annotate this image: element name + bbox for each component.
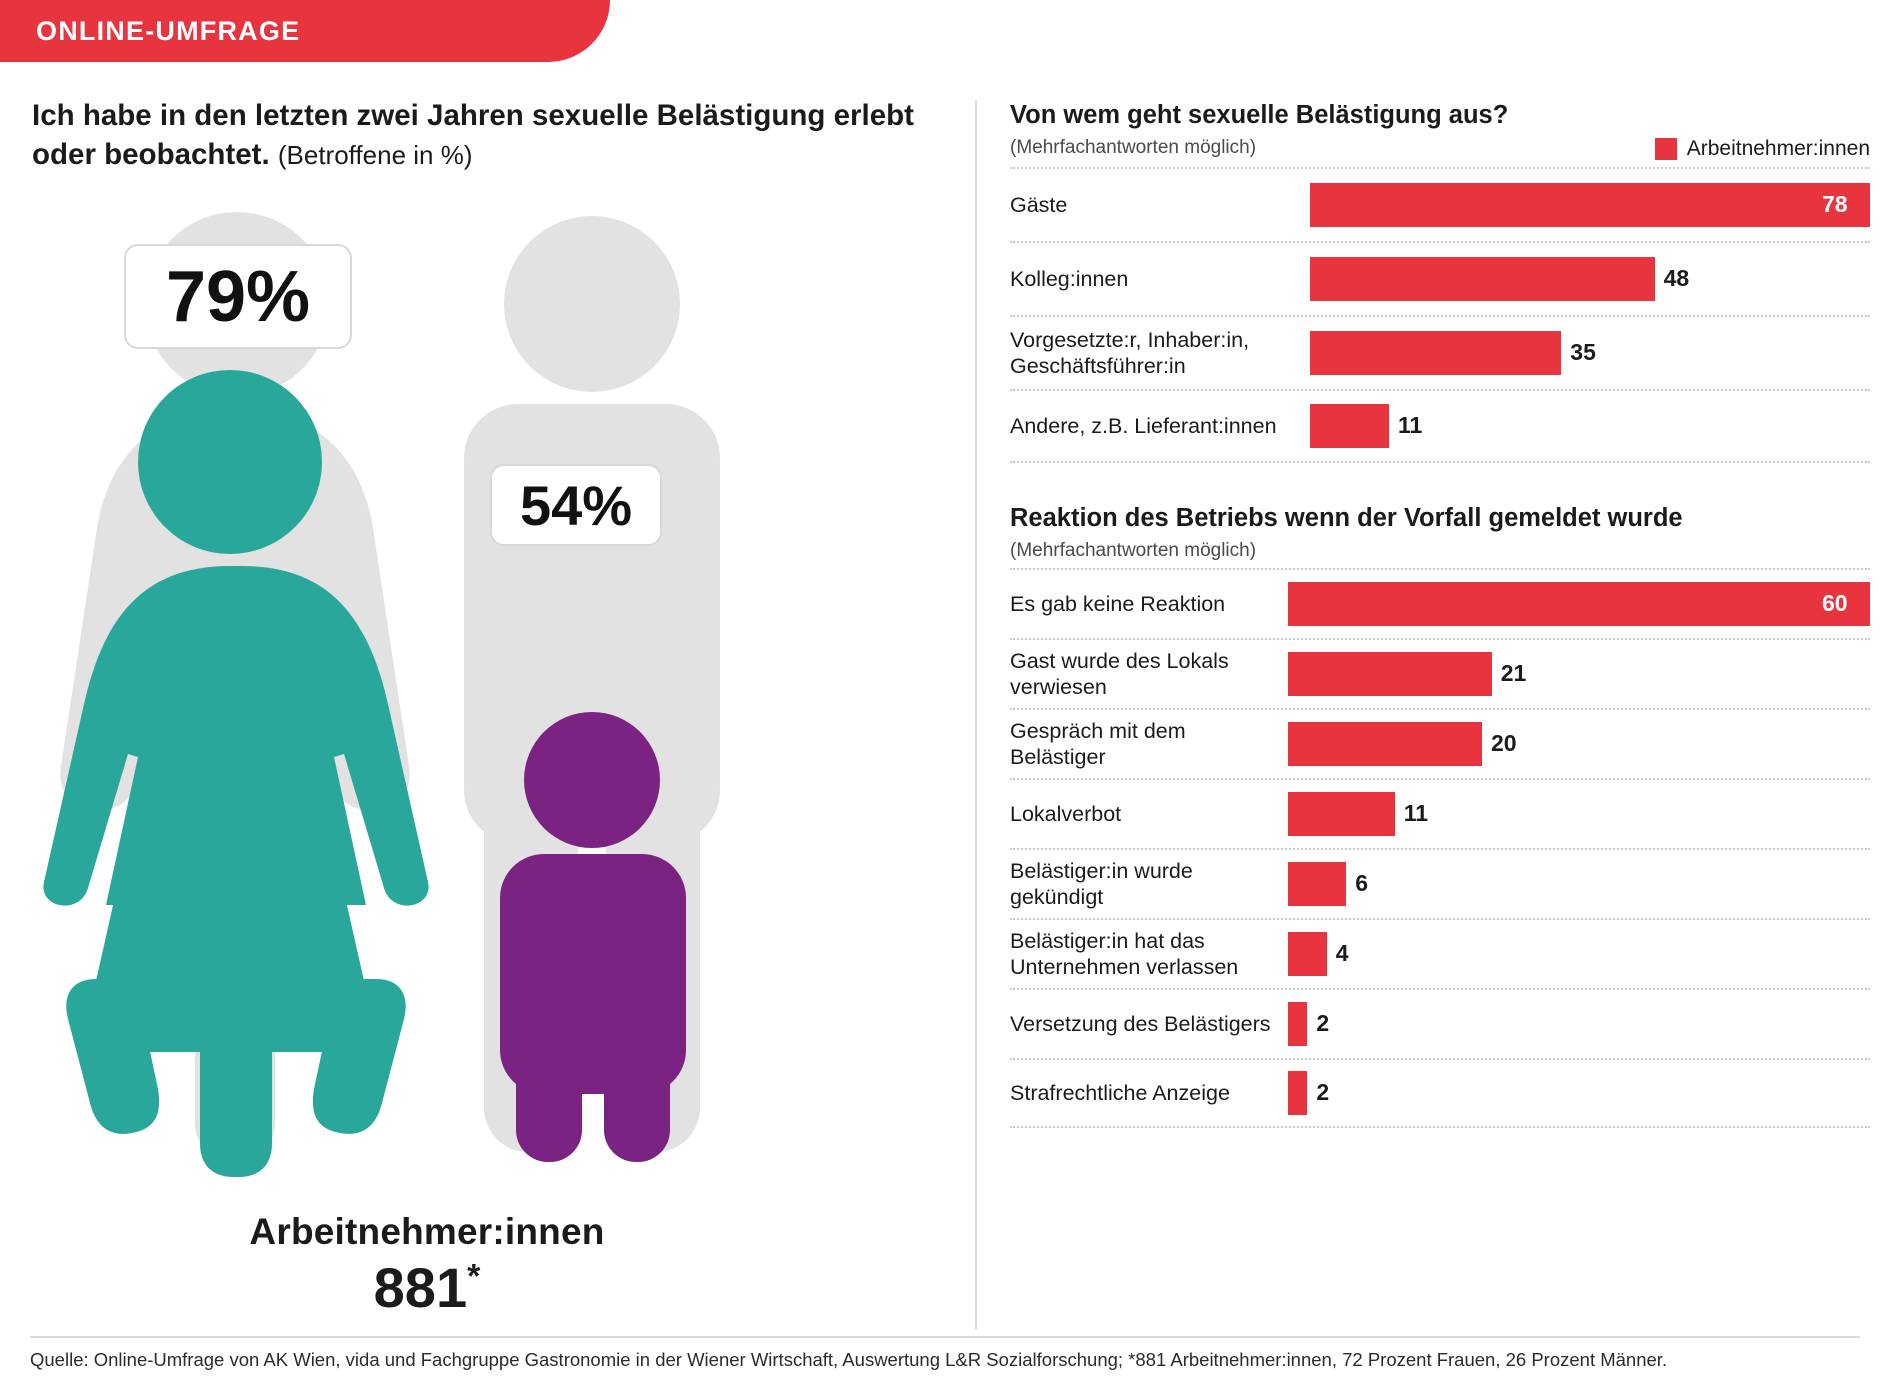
- right-panel: [1010, 100, 1870, 1128]
- bar-category-label: Lokalverbot: [1010, 801, 1122, 826]
- bar-track: [1310, 404, 1870, 448]
- employees-count-asterisk: *: [467, 1257, 481, 1296]
- table-row: [1010, 568, 1870, 638]
- bar: [1288, 722, 1482, 766]
- table-row: [1010, 988, 1870, 1058]
- bar: [1288, 932, 1327, 976]
- female-figure-teal: [43, 370, 428, 1177]
- bar-track: [1288, 792, 1870, 836]
- block2-title: Reaktion des Betriebs wenn der Vorfall gemeldet wurde: [1010, 503, 1683, 532]
- bar-track: [1288, 582, 1870, 626]
- bar-category-label: Vorgesetzte:r, Inhaber:in, Geschäftsführer:in: [1010, 327, 1250, 378]
- chart-block-perpetrators: [1010, 100, 1870, 463]
- block2-rows: [1010, 568, 1870, 1128]
- bar: [1310, 257, 1655, 301]
- block1-rows: [1010, 167, 1870, 463]
- source-note: Quelle: Online-Umfrage von AK Wien, vida und Fachgruppe Gastronomie in der Wiener Wirtschaft, Auswertung L&R Sozialforschung; *881 Arbeitnehmer:innen, 72 Prozent Frauen, 26 Prozent Männer.: [30, 1349, 1668, 1370]
- bar: [1310, 404, 1389, 448]
- employees-count-value: 881: [373, 1256, 468, 1319]
- bar-category-label: Kolleg:innen: [1010, 266, 1129, 291]
- bar-value-label: 78: [1822, 191, 1848, 218]
- bar-value-label: 2: [1316, 1010, 1330, 1037]
- bar-value-label: 4: [1335, 940, 1349, 967]
- bar-track: [1288, 862, 1870, 906]
- male-figure-purple: [500, 712, 686, 1162]
- left-title: [32, 96, 932, 174]
- table-row: [1010, 389, 1870, 463]
- left-panel: [32, 96, 962, 1346]
- bar: [1288, 652, 1492, 696]
- bar-category-label: Gast wurde des Lokals verwiesen: [1010, 648, 1229, 699]
- legend-label: Arbeitnehmer:innen: [1686, 136, 1870, 160]
- table-row: [1010, 167, 1870, 241]
- bar-value-label: 11: [1397, 412, 1423, 439]
- bar: [1310, 331, 1561, 375]
- table-row: [1010, 708, 1870, 778]
- bar-track: [1288, 1002, 1870, 1046]
- left-title-sub: (Betroffene in %): [277, 140, 473, 171]
- bar-category-label: Andere, z.B. Lieferant:innen: [1010, 413, 1277, 438]
- table-row: [1010, 638, 1870, 708]
- bar-category-label: Strafrechtliche Anzeige: [1010, 1080, 1230, 1105]
- male-percentage-badge: 54%: [490, 464, 662, 546]
- bar-category-label: Es gab keine Reaktion: [1010, 591, 1226, 616]
- bar-category-label: Gespräch mit dem Belästiger: [1010, 718, 1186, 769]
- employees-summary: [32, 1211, 822, 1320]
- pictogram-figures: [32, 192, 962, 1192]
- bar-track: [1288, 932, 1870, 976]
- table-row: [1010, 1058, 1870, 1128]
- table-row: [1010, 778, 1870, 848]
- female-percentage-badge: 79%: [124, 244, 352, 349]
- bar-value-label: 48: [1663, 265, 1690, 292]
- employees-label: Arbeitnehmer:innen: [249, 1211, 605, 1252]
- bar-track: [1310, 331, 1870, 375]
- bar-track: [1288, 722, 1870, 766]
- bar-value-label: 20: [1491, 730, 1517, 757]
- banner: [0, 0, 610, 62]
- table-row: [1010, 918, 1870, 988]
- vertical-divider: [975, 100, 977, 1330]
- bar-track: [1310, 183, 1870, 227]
- block1-subtitle: (Mehrfachantworten möglich): [1010, 136, 1257, 158]
- bar-value-label: 6: [1355, 870, 1368, 897]
- bar-value-label: 11: [1403, 800, 1429, 827]
- bar-category-label: Belästiger:in hat das Unternehmen verlassen: [1010, 928, 1239, 979]
- bar: [1288, 1071, 1307, 1115]
- bar-value-label: 60: [1822, 590, 1848, 617]
- bar: [1310, 183, 1870, 227]
- table-row: [1010, 241, 1870, 315]
- bar-category-label: Versetzung des Belästigers: [1010, 1011, 1271, 1036]
- block2-subtitle: (Mehrfachantworten möglich): [1010, 539, 1257, 561]
- block1-title: Von wem geht sexuelle Belästigung aus?: [1010, 101, 1509, 129]
- bar-track: [1288, 1071, 1870, 1115]
- bar-value-label: 2: [1316, 1079, 1330, 1106]
- table-row: [1010, 848, 1870, 918]
- banner-label: ONLINE-UMFRAGE: [36, 15, 301, 46]
- bar-track: [1310, 257, 1870, 301]
- chart-block-reactions: [1010, 503, 1870, 1128]
- employees-count: [32, 1255, 822, 1320]
- bar: [1288, 862, 1346, 906]
- bar-value-label: 21: [1500, 660, 1527, 687]
- left-title-bold: Ich habe in den letzten zwei Jahren sexuelle Belästigung erlebt oder beobachtet.: [32, 99, 914, 172]
- bar: [1288, 792, 1395, 836]
- bar: [1288, 582, 1870, 626]
- table-row: [1010, 315, 1870, 389]
- bar: [1288, 1002, 1307, 1046]
- bar-track: [1288, 652, 1870, 696]
- bar-value-label: 35: [1570, 339, 1596, 366]
- bar-category-label: Gäste: [1010, 192, 1068, 217]
- source-divider: [30, 1336, 1860, 1338]
- bar-category-label: Belästiger:in wurde gekündigt: [1010, 858, 1193, 909]
- legend-swatch-icon: [1655, 138, 1677, 160]
